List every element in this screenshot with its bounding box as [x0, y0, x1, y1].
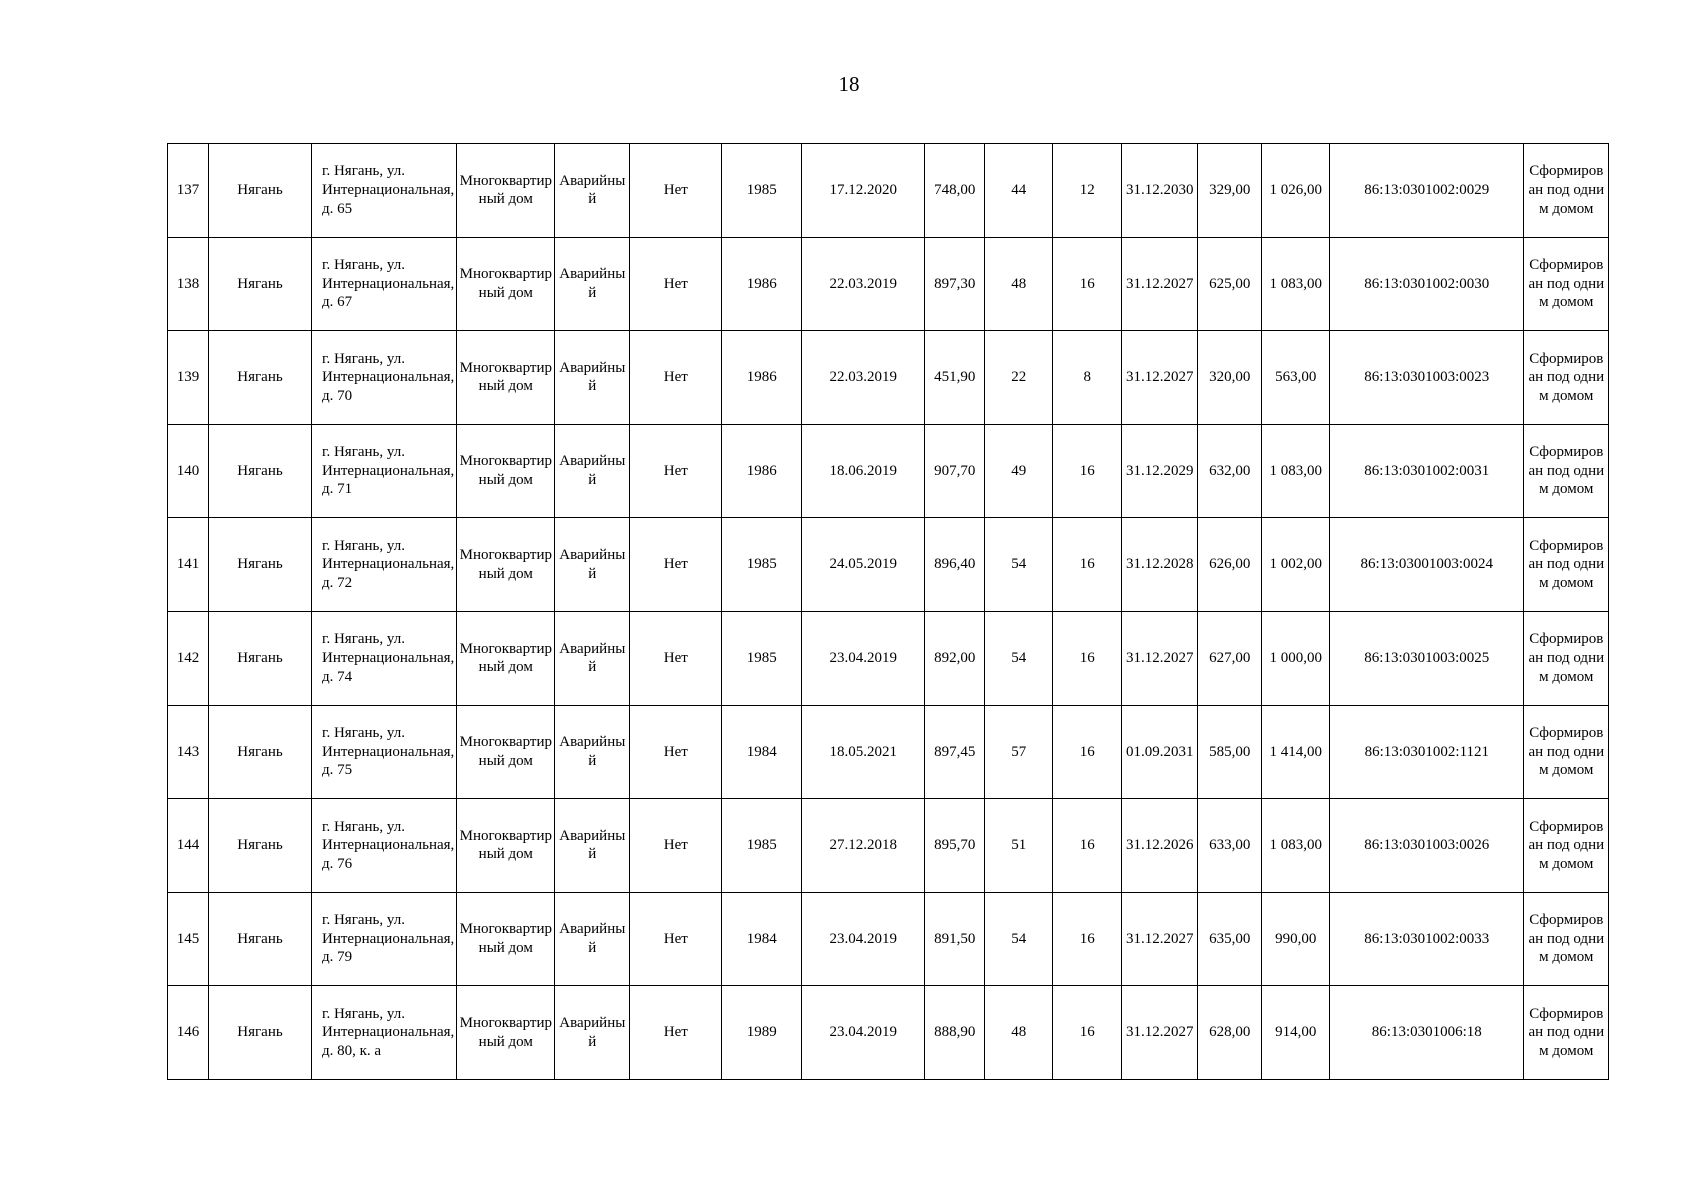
address-cell: г. Нягань, ул. Интернациональная, д. 74 — [312, 611, 457, 705]
flag-cell: Нет — [630, 518, 722, 612]
cadastral-number-cell: 86:13:0301003:0026 — [1330, 799, 1524, 893]
city-cell: Нягань — [209, 705, 312, 799]
year-cell: 1985 — [722, 518, 802, 612]
land-area-cell: 1 083,00 — [1262, 237, 1330, 331]
area-cell: 748,00 — [925, 144, 985, 238]
land-area-cell: 914,00 — [1262, 986, 1330, 1080]
table-row — [168, 424, 1609, 518]
city-cell: Нягань — [209, 237, 312, 331]
area2-cell: 626,00 — [1198, 518, 1262, 612]
city-cell: Нягань — [209, 611, 312, 705]
cadastral-number-cell: 86:13:0301002:0033 — [1330, 892, 1524, 986]
land-area-cell: 1 026,00 — [1262, 144, 1330, 238]
table-row — [168, 799, 1609, 893]
residents-cell: 48 — [985, 237, 1053, 331]
note-cell: Сформирован под одним домом — [1524, 237, 1609, 331]
status-cell: Аварийный — [555, 799, 630, 893]
row-number: 137 — [168, 144, 209, 238]
residents-cell: 22 — [985, 331, 1053, 425]
decision-date-cell: 23.04.2019 — [802, 892, 925, 986]
land-area-cell: 1 002,00 — [1262, 518, 1330, 612]
decision-date-cell: 22.03.2019 — [802, 331, 925, 425]
note-cell: Сформирован под одним домом — [1524, 144, 1609, 238]
status-cell: Аварийный — [555, 892, 630, 986]
note-cell: Сформирован под одним домом — [1524, 331, 1609, 425]
area-cell: 895,70 — [925, 799, 985, 893]
address-cell: г. Нягань, ул. Интернациональная, д. 70 — [312, 331, 457, 425]
residents-cell: 54 — [985, 518, 1053, 612]
year-cell: 1985 — [722, 611, 802, 705]
decision-date-cell: 27.12.2018 — [802, 799, 925, 893]
area-cell: 891,50 — [925, 892, 985, 986]
deadline-cell: 31.12.2027 — [1122, 237, 1198, 331]
note-cell: Сформирован под одним домом — [1524, 611, 1609, 705]
flats-cell: 16 — [1053, 892, 1122, 986]
status-cell: Аварийный — [555, 424, 630, 518]
city-cell: Нягань — [209, 518, 312, 612]
deadline-cell: 01.09.2031 — [1122, 705, 1198, 799]
land-area-cell: 563,00 — [1262, 331, 1330, 425]
city-cell: Нягань — [209, 424, 312, 518]
row-number: 145 — [168, 892, 209, 986]
cadastral-number-cell: 86:13:0301003:0023 — [1330, 331, 1524, 425]
address-cell: г. Нягань, ул. Интернациональная, д. 71 — [312, 424, 457, 518]
decision-date-cell: 22.03.2019 — [802, 237, 925, 331]
area2-cell: 635,00 — [1198, 892, 1262, 986]
flag-cell: Нет — [630, 611, 722, 705]
residents-cell: 44 — [985, 144, 1053, 238]
area-cell: 907,70 — [925, 424, 985, 518]
registry-table — [167, 143, 1609, 1080]
area-cell: 892,00 — [925, 611, 985, 705]
house-type-cell: Многоквартирный дом — [457, 237, 555, 331]
year-cell: 1986 — [722, 331, 802, 425]
year-cell: 1986 — [722, 424, 802, 518]
land-area-cell: 1 083,00 — [1262, 424, 1330, 518]
status-cell: Аварийный — [555, 237, 630, 331]
area2-cell: 632,00 — [1198, 424, 1262, 518]
land-area-cell: 1 000,00 — [1262, 611, 1330, 705]
city-cell: Нягань — [209, 144, 312, 238]
address-cell: г. Нягань, ул. Интернациональная, д. 79 — [312, 892, 457, 986]
row-number: 139 — [168, 331, 209, 425]
flats-cell: 16 — [1053, 986, 1122, 1080]
area2-cell: 585,00 — [1198, 705, 1262, 799]
city-cell: Нягань — [209, 331, 312, 425]
row-number: 140 — [168, 424, 209, 518]
deadline-cell: 31.12.2027 — [1122, 331, 1198, 425]
year-cell: 1989 — [722, 986, 802, 1080]
area-cell: 897,30 — [925, 237, 985, 331]
note-cell: Сформирован под одним домом — [1524, 892, 1609, 986]
deadline-cell: 31.12.2029 — [1122, 424, 1198, 518]
house-type-cell: Многоквартирный дом — [457, 611, 555, 705]
land-area-cell: 990,00 — [1262, 892, 1330, 986]
area2-cell: 627,00 — [1198, 611, 1262, 705]
area-cell: 451,90 — [925, 331, 985, 425]
house-type-cell: Многоквартирный дом — [457, 799, 555, 893]
decision-date-cell: 24.05.2019 — [802, 518, 925, 612]
note-cell: Сформирован под одним домом — [1524, 424, 1609, 518]
land-area-cell: 1 083,00 — [1262, 799, 1330, 893]
table-row — [168, 144, 1609, 238]
table-row — [168, 331, 1609, 425]
decision-date-cell: 18.05.2021 — [802, 705, 925, 799]
table-row — [168, 611, 1609, 705]
note-cell: Сформирован под одним домом — [1524, 518, 1609, 612]
house-type-cell: Многоквартирный дом — [457, 705, 555, 799]
table-row — [168, 986, 1609, 1080]
cadastral-number-cell: 86:13:0301002:0031 — [1330, 424, 1524, 518]
decision-date-cell: 18.06.2019 — [802, 424, 925, 518]
status-cell: Аварийный — [555, 331, 630, 425]
row-number: 142 — [168, 611, 209, 705]
row-number: 143 — [168, 705, 209, 799]
status-cell: Аварийный — [555, 986, 630, 1080]
year-cell: 1985 — [722, 799, 802, 893]
flats-cell: 16 — [1053, 799, 1122, 893]
decision-date-cell: 17.12.2020 — [802, 144, 925, 238]
flag-cell: Нет — [630, 986, 722, 1080]
house-type-cell: Многоквартирный дом — [457, 518, 555, 612]
residents-cell: 49 — [985, 424, 1053, 518]
flag-cell: Нет — [630, 144, 722, 238]
cadastral-number-cell: 86:13:0301002:0029 — [1330, 144, 1524, 238]
table-row — [168, 237, 1609, 331]
year-cell: 1984 — [722, 705, 802, 799]
flats-cell: 16 — [1053, 424, 1122, 518]
residents-cell: 54 — [985, 892, 1053, 986]
area2-cell: 320,00 — [1198, 331, 1262, 425]
year-cell: 1985 — [722, 144, 802, 238]
cadastral-number-cell: 86:13:0301003:0025 — [1330, 611, 1524, 705]
flats-cell: 16 — [1053, 611, 1122, 705]
status-cell: Аварийный — [555, 144, 630, 238]
year-cell: 1986 — [722, 237, 802, 331]
flag-cell: Нет — [630, 237, 722, 331]
row-number: 144 — [168, 799, 209, 893]
residents-cell: 51 — [985, 799, 1053, 893]
house-type-cell: Многоквартирный дом — [457, 424, 555, 518]
deadline-cell: 31.12.2026 — [1122, 799, 1198, 893]
flag-cell: Нет — [630, 331, 722, 425]
flats-cell: 16 — [1053, 237, 1122, 331]
status-cell: Аварийный — [555, 705, 630, 799]
area2-cell: 329,00 — [1198, 144, 1262, 238]
note-cell: Сформирован под одним домом — [1524, 986, 1609, 1080]
land-area-cell: 1 414,00 — [1262, 705, 1330, 799]
flag-cell: Нет — [630, 892, 722, 986]
cadastral-number-cell: 86:13:0301006:18 — [1330, 986, 1524, 1080]
house-type-cell: Многоквартирный дом — [457, 144, 555, 238]
deadline-cell: 31.12.2030 — [1122, 144, 1198, 238]
decision-date-cell: 23.04.2019 — [802, 611, 925, 705]
house-type-cell: Многоквартирный дом — [457, 331, 555, 425]
flag-cell: Нет — [630, 705, 722, 799]
page-number: 18 — [838, 72, 860, 96]
status-cell: Аварийный — [555, 611, 630, 705]
deadline-cell: 31.12.2027 — [1122, 611, 1198, 705]
note-cell: Сформирован под одним домом — [1524, 799, 1609, 893]
row-number: 141 — [168, 518, 209, 612]
flag-cell: Нет — [630, 424, 722, 518]
year-cell: 1984 — [722, 892, 802, 986]
house-type-cell: Многоквартирный дом — [457, 986, 555, 1080]
residents-cell: 48 — [985, 986, 1053, 1080]
deadline-cell: 31.12.2027 — [1122, 986, 1198, 1080]
table-row — [168, 705, 1609, 799]
cadastral-number-cell: 86:13:03001003:0024 — [1330, 518, 1524, 612]
city-cell: Нягань — [209, 986, 312, 1080]
residents-cell: 57 — [985, 705, 1053, 799]
flats-cell: 8 — [1053, 331, 1122, 425]
area2-cell: 625,00 — [1198, 237, 1262, 331]
flats-cell: 12 — [1053, 144, 1122, 238]
flats-cell: 16 — [1053, 518, 1122, 612]
house-type-cell: Многоквартирный дом — [457, 892, 555, 986]
city-cell: Нягань — [209, 892, 312, 986]
address-cell: г. Нягань, ул. Интернациональная, д. 80, к. а — [312, 986, 457, 1080]
address-cell: г. Нягань, ул. Интернациональная, д. 72 — [312, 518, 457, 612]
status-cell: Аварийный — [555, 518, 630, 612]
flag-cell: Нет — [630, 799, 722, 893]
area-cell: 897,45 — [925, 705, 985, 799]
row-number: 146 — [168, 986, 209, 1080]
cadastral-number-cell: 86:13:0301002:1121 — [1330, 705, 1524, 799]
address-cell: г. Нягань, ул. Интернациональная, д. 75 — [312, 705, 457, 799]
table-row — [168, 518, 1609, 612]
decision-date-cell: 23.04.2019 — [802, 986, 925, 1080]
area-cell: 888,90 — [925, 986, 985, 1080]
note-cell: Сформирован под одним домом — [1524, 705, 1609, 799]
address-cell: г. Нягань, ул. Интернациональная, д. 76 — [312, 799, 457, 893]
deadline-cell: 31.12.2028 — [1122, 518, 1198, 612]
residents-cell: 54 — [985, 611, 1053, 705]
area-cell: 896,40 — [925, 518, 985, 612]
row-number: 138 — [168, 237, 209, 331]
cadastral-number-cell: 86:13:0301002:0030 — [1330, 237, 1524, 331]
deadline-cell: 31.12.2027 — [1122, 892, 1198, 986]
table-row — [168, 892, 1609, 986]
area2-cell: 628,00 — [1198, 986, 1262, 1080]
flats-cell: 16 — [1053, 705, 1122, 799]
address-cell: г. Нягань, ул. Интернациональная, д. 67 — [312, 237, 457, 331]
address-cell: г. Нягань, ул. Интернациональная, д. 65 — [312, 144, 457, 238]
city-cell: Нягань — [209, 799, 312, 893]
area2-cell: 633,00 — [1198, 799, 1262, 893]
